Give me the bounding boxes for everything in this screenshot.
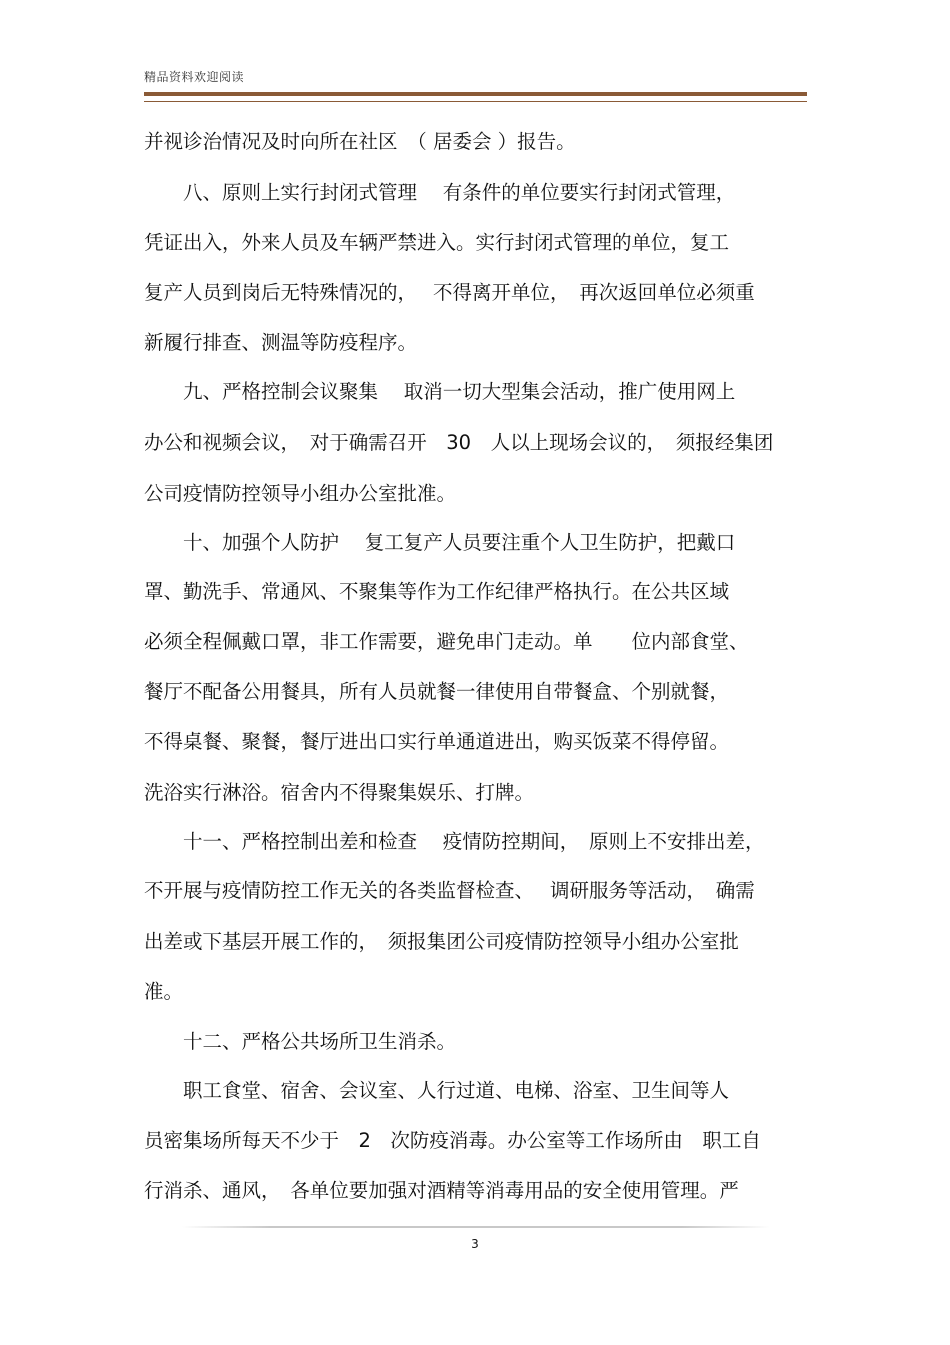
body-line: 洗浴实行淋浴。宿舍内不得聚集娱乐、打牌。: [144, 781, 535, 804]
body-line: 办公和视频会议， 对于确需召开 30 人以上现场会议的， 须报经集团: [144, 431, 774, 454]
body-line: 凭证出入，外来人员及车辆严禁进入。实行封闭式管理的单位，复工: [144, 231, 730, 254]
header-rule-thick: [144, 92, 807, 96]
body-line: 不开展与疫情防控工作无关的各类监督检查、 调研服务等活动， 确需: [144, 879, 755, 902]
body-line: 公司疫情防控领导小组办公室批准。: [144, 482, 457, 505]
header-rule-thin: [144, 101, 807, 102]
body-line: 行消杀、通风， 各单位要加强对酒精等消毒用品的安全使用管理。严: [144, 1179, 739, 1202]
header-text: 精品资料欢迎阅读: [144, 70, 245, 84]
body-line: 不得桌餐、聚餐，餐厅进出口实行单通道进出，购买饭菜不得停留。: [144, 730, 730, 753]
body-line: 八、原则上实行封闭式管理 有条件的单位要实行封闭式管理，: [144, 181, 736, 204]
body-line: 职工食堂、宿舍、会议室、人行过道、电梯、浴室、卫生间等人: [144, 1079, 730, 1102]
body-line: 十二、严格公共场所卫生消杀。: [144, 1030, 457, 1053]
body-line: 必须全程佩戴口罩，非工作需要，避免串门走动。单 位内部食堂、: [144, 630, 749, 653]
body-line: 员密集场所每天不少于 2 次防疫消毒。办公室等工作场所由 职工自: [144, 1129, 761, 1152]
page-number: 3: [471, 1237, 479, 1251]
body-line: 出差或下基层开展工作的， 须报集团公司疫情防控领导小组办公室批: [144, 930, 739, 953]
body-line: 新履行排查、测温等防疫程序。: [144, 331, 418, 354]
body-line: 餐厅不配备公用餐具，所有人员就餐一律使用自带餐盒、个别就餐，: [144, 680, 730, 703]
body-line: 十一、严格控制出差和检查 疫情防控期间， 原则上不安排出差，: [144, 830, 765, 853]
body-line: 十、加强个人防护 复工复产人员要注重个人卫生防护，把戴口: [144, 531, 736, 554]
body-line: 罩、勤洗手、常通风、不聚集等作为工作纪律严格执行。在公共区域: [144, 580, 730, 603]
footer-rule: [182, 1226, 770, 1228]
body-line: 并视诊治情况及时向所在社区 （ 居委会 ）报告。: [144, 130, 576, 153]
body-line: 复产人员到岗后无特殊情况的， 不得离开单位， 再次返回单位必须重: [144, 281, 755, 304]
body-line: 准。: [144, 980, 184, 1003]
body-line: 九、严格控制会议聚集 取消一切大型集会活动，推广使用网上: [144, 380, 736, 403]
